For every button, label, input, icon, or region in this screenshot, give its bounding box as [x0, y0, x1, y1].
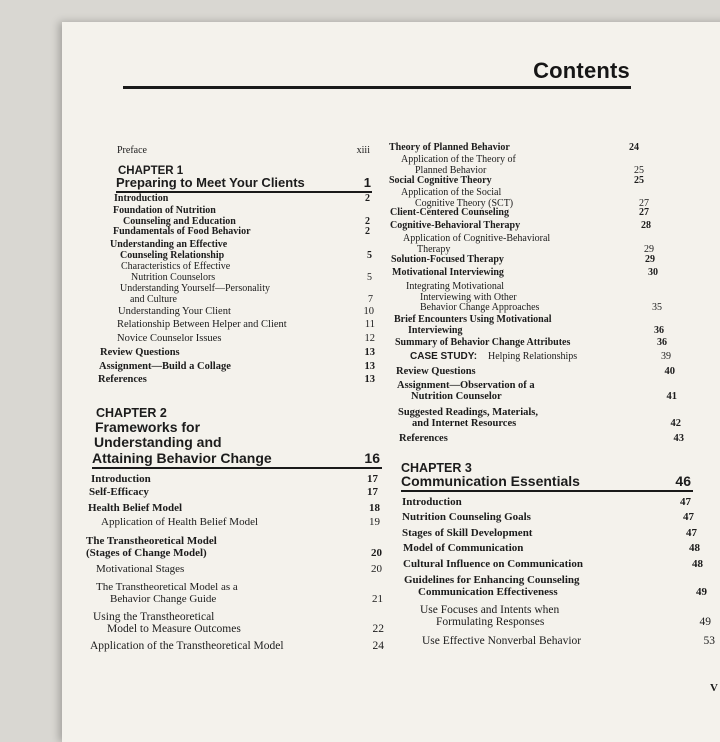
title-rule	[123, 86, 631, 89]
toc-entry	[113, 206, 370, 227]
toc-entry	[402, 512, 694, 524]
entry-title: Review Questions	[100, 347, 180, 358]
entry-title-cont: Behavior Change Guide	[110, 592, 217, 605]
toc-entry	[403, 543, 700, 555]
entry-title: Foundation of Nutrition	[113, 205, 216, 216]
toc-entry	[396, 367, 675, 378]
entry-title-cont: Interviewing with Other	[420, 291, 517, 303]
chapter-label: CHAPTER 3	[401, 461, 472, 475]
entry-page: 35	[652, 302, 662, 313]
entry-title: Use Focuses and Intents when	[420, 604, 560, 616]
toc-entry	[96, 582, 383, 605]
entry-page: 17	[367, 473, 378, 485]
page-title: Contents	[533, 58, 630, 83]
entry-title: Application of Health Belief Model	[101, 516, 259, 528]
toc-entry	[98, 375, 375, 386]
entry-page: 5	[367, 271, 372, 283]
chapter-rule	[401, 490, 693, 492]
toc-entry	[390, 221, 651, 232]
chapter-page: 46	[675, 473, 691, 489]
entry-title: Health Belief Model	[88, 502, 183, 514]
entry-title-cont: Counseling Relationship	[120, 249, 225, 261]
entry-page: 25	[634, 175, 644, 186]
toc-entry	[389, 143, 639, 154]
entry-title: References	[98, 374, 147, 385]
toc-entry	[86, 536, 382, 559]
entry-page: 53	[703, 635, 715, 647]
entry-page: 30	[648, 267, 658, 278]
entry-title: Integrating Motivational	[406, 281, 505, 292]
entry-page: 49	[696, 585, 707, 598]
entry-page: 2	[365, 193, 370, 204]
entry-title-cont: and Internet Resources	[412, 418, 517, 430]
entry-title: Novice Counselor Issues	[117, 333, 222, 344]
toc-entry	[113, 227, 370, 238]
page-number-edge: V	[710, 682, 718, 694]
toc-entry	[114, 194, 370, 205]
entry-title: Brief Encounters Using Motivational	[394, 314, 552, 325]
entry-title: Cognitive-Behavioral Therapy	[390, 220, 521, 231]
toc-entry	[422, 636, 715, 648]
chapter-page: 16	[364, 450, 380, 466]
toc-entry	[402, 528, 697, 540]
chapter-page: 1	[363, 175, 371, 190]
entry-page: 5	[367, 249, 372, 261]
entry-title: Introduction	[91, 473, 151, 485]
entry-title: Relationship Between Helper and Client	[117, 319, 287, 330]
toc-entry	[100, 348, 375, 359]
entry-title: Assignment—Build a Collage	[99, 361, 231, 372]
toc-entry	[403, 234, 654, 255]
entry-title-suffix: Helping Relationships	[488, 351, 578, 362]
entry-title: Suggested Readings, Materials,	[398, 407, 538, 418]
entry-page: 11	[364, 319, 375, 330]
entry-title: Introduction	[402, 496, 462, 508]
entry-title: Application of Cognitive-Behavioral	[403, 233, 551, 244]
entry-title: Self-Efficacy	[89, 486, 149, 498]
entry-title: Client-Centered Counseling	[390, 207, 509, 218]
toc-entry	[404, 575, 707, 598]
toc-entry	[399, 434, 684, 445]
entry-page: 2	[365, 226, 370, 237]
toc-entry	[121, 262, 372, 283]
entry-page: 24	[372, 640, 384, 652]
entry-title: Nutrition Counseling Goals	[402, 511, 531, 523]
entry-page: 48	[692, 558, 703, 570]
toc-entry	[96, 564, 382, 576]
toc-entry	[401, 155, 644, 176]
entry-page: 40	[664, 366, 675, 377]
entry-title: Introduction	[114, 193, 169, 204]
entry-page: 24	[629, 142, 639, 153]
entry-title: The Transtheoretical Model as a	[96, 581, 238, 593]
entry-title: Summary of Behavior Change Attributes	[395, 337, 571, 348]
entry-title-cont: Therapy	[417, 243, 451, 255]
entry-page: 42	[670, 418, 681, 430]
entry-page: 21	[372, 592, 383, 605]
entry-title-cont: Cognitive Theory (SCT)	[415, 197, 514, 209]
entry-title: Application of the Transtheoretical Model	[90, 640, 284, 652]
entry-title: Solution-Focused Therapy	[391, 254, 504, 265]
entry-title-cont: Planned Behavior	[415, 164, 487, 176]
entry-title: Understanding an Effective	[110, 239, 228, 250]
entry-page: 27	[639, 197, 649, 209]
entry-title-cont: Formulating Responses	[436, 616, 545, 629]
entry-page: 29	[644, 243, 654, 255]
entry-page: 49	[699, 616, 711, 629]
toc-entry	[397, 381, 677, 403]
entry-title: Characteristics of Effective	[121, 261, 231, 272]
toc-entry	[110, 240, 372, 261]
entry-title: Fundamentals of Food Behavior	[113, 226, 251, 237]
entry-title: Guidelines for Enhancing Counseling	[404, 574, 580, 586]
toc-entry	[99, 362, 375, 373]
entry-title: Theory of Planned Behavior	[389, 142, 510, 153]
entry-page: 47	[683, 511, 694, 523]
entry-title-cont: Nutrition Counselor	[411, 391, 502, 403]
toc-entry	[420, 605, 711, 629]
entry-title-cont: Communication Effectiveness	[418, 585, 558, 598]
entry-page: 2	[365, 215, 370, 227]
entry-page: 13	[364, 374, 375, 385]
entry-page: 48	[689, 542, 700, 554]
entry-title-cont: Model to Measure Outcomes	[107, 623, 241, 636]
entry-page: 43	[673, 433, 684, 444]
toc-entry	[406, 282, 662, 314]
toc-entry	[90, 641, 384, 653]
entry-page: 36	[654, 324, 664, 336]
entry-title: Cultural Influence on Communication	[403, 558, 583, 570]
entry-page: 41	[666, 391, 677, 403]
entry-title: Preface	[117, 145, 147, 156]
chapter-rule	[92, 467, 382, 469]
entry-title: The Transtheoretical Model	[86, 535, 217, 547]
entry-page: xiii	[356, 145, 370, 156]
entry-page: 27	[639, 207, 649, 218]
toc-entry	[392, 268, 658, 279]
chapter-label: CHAPTER 2	[96, 406, 167, 420]
entry-title: Application of the Theory of	[401, 154, 516, 165]
entry-page: 7	[368, 293, 373, 305]
entry-page: 18	[369, 502, 380, 514]
toc-entry	[91, 474, 378, 486]
entry-title-cont: (Stages of Change Model)	[86, 546, 207, 559]
toc-entry	[402, 497, 691, 509]
entry-title: Review Questions	[396, 366, 476, 377]
toc-entry	[117, 320, 375, 331]
entry-page: 36	[657, 337, 667, 348]
entry-title: Model of Communication	[403, 542, 524, 554]
entry-page: 22	[372, 623, 384, 636]
entry-page: 47	[680, 496, 691, 508]
entry-page: 20	[371, 546, 382, 559]
toc-entry	[394, 315, 664, 336]
toc-entry	[391, 255, 655, 266]
toc-entry	[117, 334, 375, 345]
entry-title-cont: Behavior Change Approaches	[420, 302, 540, 313]
toc-entry	[398, 408, 681, 430]
toc-entry	[118, 307, 374, 318]
entry-title: Social Cognitive Theory	[389, 175, 492, 186]
entry-page: 39	[661, 351, 671, 362]
entry-page: 12	[364, 333, 375, 344]
entry-page: 20	[371, 563, 382, 575]
entry-page: 13	[364, 347, 375, 358]
toc-entry	[93, 612, 384, 636]
toc-entry	[403, 559, 703, 571]
toc-entry	[101, 517, 380, 529]
entry-title: Application of the Social	[401, 187, 502, 198]
entry-page: 25	[634, 164, 644, 176]
entry-title-cont: Interviewing	[408, 324, 463, 336]
entry-title-cont: Counseling and Education	[123, 215, 236, 227]
entry-title: Motivational Interviewing	[392, 267, 504, 278]
entry-page: 29	[645, 254, 655, 265]
entry-page: 17	[367, 486, 378, 498]
toc-entry	[120, 284, 373, 305]
entry-title-cont: and Culture	[130, 293, 177, 305]
toc-entry	[89, 487, 378, 499]
entry-title: References	[399, 433, 448, 444]
toc-entry	[88, 503, 380, 515]
entry-title-cont: Nutrition Counselors	[131, 271, 216, 283]
toc-entry	[401, 188, 649, 209]
entry-page: 47	[686, 527, 697, 539]
toc-entry	[410, 352, 671, 363]
toc-entry	[390, 208, 649, 219]
entry-page: 19	[369, 516, 380, 528]
entry-page: 13	[364, 361, 375, 372]
entry-title: Understanding Yourself—Personality	[120, 283, 270, 294]
entry-page: 10	[363, 306, 374, 317]
entry-title: Understanding Your Client	[118, 306, 231, 317]
entry-title: Stages of Skill Development	[402, 527, 533, 539]
entry-title: Use Effective Nonverbal Behavior	[422, 635, 582, 647]
chapter-label: CHAPTER 1	[118, 165, 184, 177]
entry-title: Using the Transtheoretical	[93, 611, 215, 623]
entry-title: CASE STUDY:	[410, 351, 478, 362]
entry-title: Assignment—Observation of a	[397, 380, 535, 391]
toc-entry	[395, 338, 667, 349]
entry-page: 28	[641, 220, 651, 231]
toc-entry	[389, 176, 644, 187]
entry-title: Motivational Stages	[96, 563, 185, 575]
